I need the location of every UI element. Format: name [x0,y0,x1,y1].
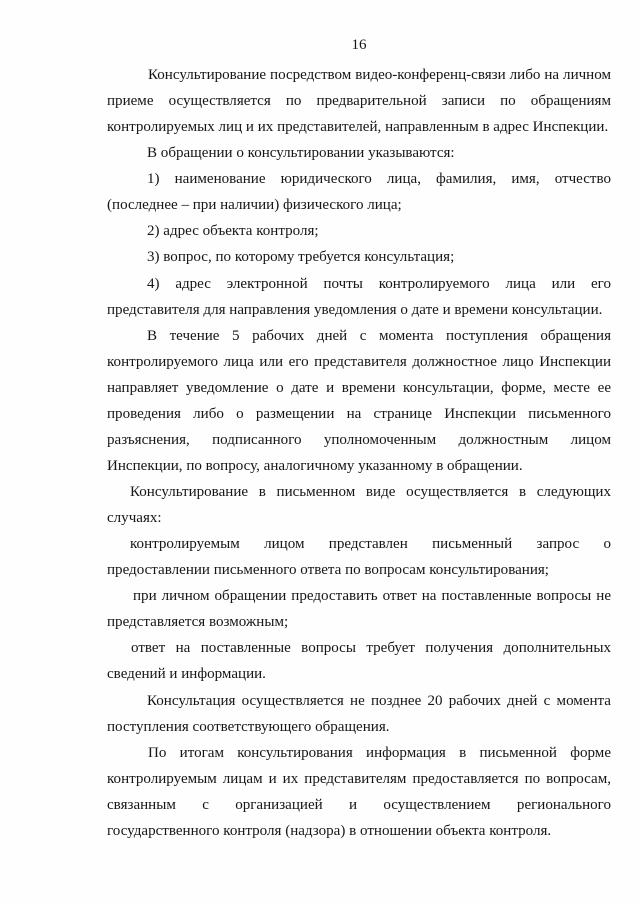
paragraph-line: Консультирование посредством видео-конференц-связи либо на личном [148,67,611,83]
paragraph-line: связанным с организацией и осуществлением регионального [107,796,611,813]
paragraph-consultation-results [107,740,611,844]
paragraph-line: 2) адрес объекта контроля; [147,223,319,240]
paragraph-line: приеме осуществляется по предварительной записи по обращениям [107,93,611,110]
paragraph-line: представляется возможным; [107,614,289,631]
paragraph-line: Инспекции, по вопросу, аналогичному указанному в обращении. [107,457,523,474]
paragraph-consultation-deadline [107,688,611,740]
paragraph-notification-deadline [107,323,611,479]
document-body [107,62,611,844]
paragraph-line: ответ на поставленные вопросы требует получения дополнительных [131,640,611,657]
list-item-3 [107,244,611,270]
list-item-4 [107,271,611,323]
paragraph-line: (последнее – при наличии) физического лица; [107,197,402,214]
case-item-additional-info [107,635,611,687]
paragraph-line: предоставлении письменного ответа по вопросам консультирования; [107,562,549,579]
paragraph-line: случаях: [107,510,162,527]
paragraph-line: представителя для направления уведомления о дате и времени консультации. [107,301,603,318]
paragraph-line: контролируемым лицом представлен письменный запрос о [130,536,611,553]
paragraph-line: В течение 5 рабочих дней с момента поступления обращения [147,327,611,344]
case-item-written-request [107,531,611,583]
paragraph-line: контролируемого лица или его представителя должностное лицо Инспекции [107,353,611,370]
paragraph-line: контролируемым лицам и их представителям предоставляется по вопросам, [107,770,611,787]
paragraph-request-contents-intro [107,140,611,166]
paragraph-line: 4) адрес электронной почты контролируемого лица или его [147,275,611,292]
page-number: 16 [351,37,367,53]
list-item-2 [107,218,611,244]
paragraph-consultation-method [107,62,611,140]
paragraph-line: 1) наименование юридического лица, фамилия, имя, отчество [147,171,611,188]
paragraph-line: По итогам консультирования информация в письменной форме [148,744,611,761]
paragraph-line: поступления соответствующего обращения. [107,718,390,735]
paragraph-line: контролируемых лиц и их представителей, направленным в адрес Инспекции. [107,119,609,136]
list-item-1 [107,166,611,218]
paragraph-line: сведений и информации. [107,666,266,683]
paragraph-line: Консультирование в письменном виде осуществляется в следующих [130,484,611,500]
paragraph-written-consultation-cases [107,479,611,531]
paragraph-line: направляет уведомление о дате и времени консультации, форме, месте ее [107,379,611,396]
paragraph-line: В обращении о консультировании указываются: [147,145,455,162]
paragraph-line: Консультация осуществляется не позднее 20 рабочих дней с момента [147,692,611,709]
paragraph-line: 3) вопрос, по которому требуется консультация; [147,249,455,266]
paragraph-line: при личном обращении предоставить ответ на поставленные вопросы не [133,588,611,605]
paragraph-line: проведения либо о размещении на странице Инспекции письменного [107,405,611,422]
paragraph-line: государственного контроля (надзора) в отношении объекта контроля. [107,822,552,839]
case-item-personal-visit [107,583,611,635]
paragraph-line: разъяснения, подписанного уполномоченным должностным лицом [107,431,611,448]
